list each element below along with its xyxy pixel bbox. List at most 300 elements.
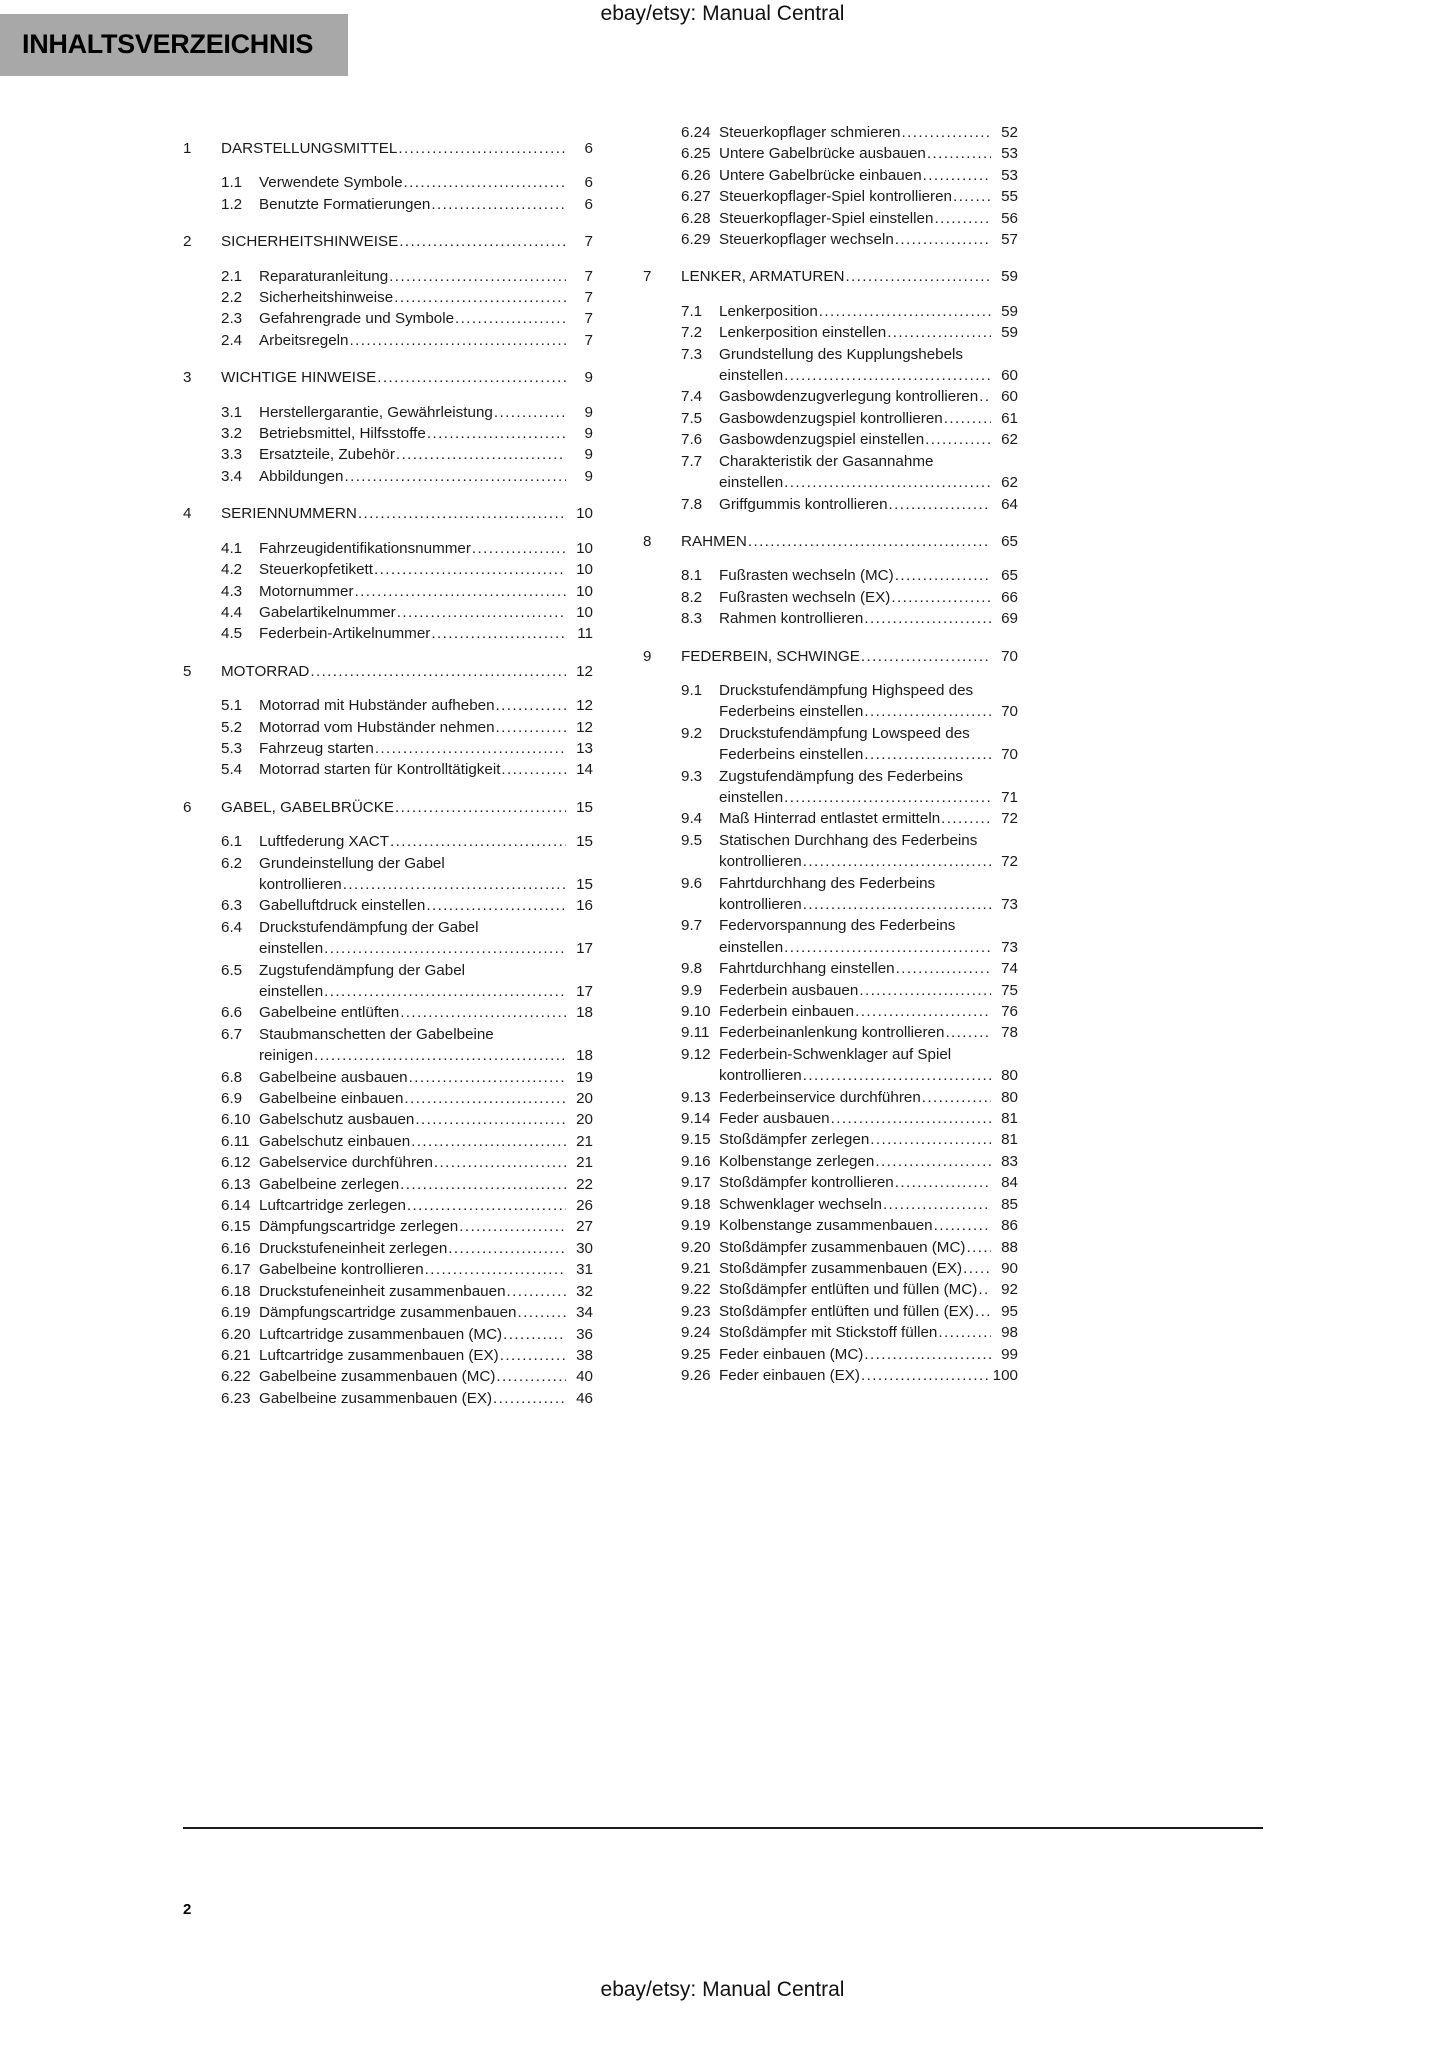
toc-entry-section[interactable]: [183, 194, 593, 215]
toc-entry-section[interactable]: [643, 344, 1018, 387]
toc-entry-number: 9.13: [681, 1088, 711, 1106]
toc-entry-label-wrap: [719, 1365, 1018, 1386]
toc-entry-label-wrap: [719, 587, 1018, 608]
toc-entry-label: Stoßdämpfer zerlegen: [719, 1131, 870, 1149]
toc-entry-section[interactable]: [643, 723, 1018, 766]
toc-entry-label: Zugstufendämpfung der Gabel: [259, 961, 466, 979]
toc-entry-section[interactable]: [643, 1022, 1018, 1043]
toc-entry-section[interactable]: [183, 1195, 593, 1216]
toc-entry-section[interactable]: [183, 895, 593, 916]
toc-entry-label-wrap: [719, 408, 1018, 429]
toc-entry-section[interactable]: [643, 1258, 1018, 1279]
toc-entry-section[interactable]: [643, 451, 1018, 494]
toc-entry-label: Luftcartridge zerlegen: [259, 1197, 406, 1215]
toc-entry-label-wrap: [259, 559, 593, 580]
toc-entry-section[interactable]: [183, 853, 593, 896]
toc-leader-dots: [875, 1151, 991, 1172]
toc-entry-label-wrap: [259, 266, 593, 287]
toc-entry-label-wrap: [719, 165, 1018, 186]
toc-entry-label-wrap: [719, 429, 1018, 450]
toc-leader-dots: [803, 1065, 991, 1086]
toc-leader-dots: [377, 367, 566, 388]
toc-entry-label: SICHERHEITSHINWEISE: [221, 233, 399, 251]
toc-entry-label-wrap: [221, 797, 593, 818]
toc-entry-label: Untere Gabelbrücke ausbauen: [719, 145, 926, 163]
toc-entry-chapter[interactable]: [183, 503, 593, 524]
toc-entry-page: 7: [584, 233, 593, 251]
toc-leader-dots: [389, 266, 566, 287]
toc-entry-page: 10: [576, 505, 593, 523]
toc-leader-dots: [870, 1129, 991, 1150]
toc-entry-label-wrap: [719, 1172, 1018, 1193]
toc-entry-section[interactable]: [643, 1215, 1018, 1236]
toc-entry-section[interactable]: [183, 1152, 593, 1173]
toc-entry-number: 9.21: [681, 1259, 711, 1277]
toc-entry-section[interactable]: [183, 1002, 593, 1023]
toc-entry-page: 15: [576, 798, 593, 816]
toc-entry-section[interactable]: [183, 402, 593, 423]
toc-entry-section[interactable]: [643, 1365, 1018, 1386]
toc-entry-section[interactable]: [643, 915, 1018, 958]
toc-entry-page: 71: [1001, 788, 1018, 806]
toc-entry-section[interactable]: [643, 1129, 1018, 1150]
toc-entry-page: 100: [992, 1366, 1018, 1384]
toc-entry-number: 3.2: [221, 425, 243, 443]
toc-entry-page: 62: [1001, 431, 1018, 449]
toc-entry-section[interactable]: [183, 1324, 593, 1345]
toc-leader-dots: [397, 602, 566, 623]
toc-entry-label-continued: einstellen: [719, 367, 784, 385]
toc-entry-number: 3: [183, 369, 192, 387]
toc-leader-dots: [864, 701, 991, 722]
toc-entry-number: 7.6: [681, 431, 703, 449]
toc-leader-dots: [455, 308, 566, 329]
toc-entry-section[interactable]: [643, 1322, 1018, 1343]
toc-entry-number: 4.5: [221, 625, 243, 643]
toc-entry-label: Rahmen kontrollieren: [719, 610, 864, 628]
toc-entry-section[interactable]: [183, 917, 593, 960]
toc-leader-dots: [784, 787, 991, 808]
toc-entry-number: 6.1: [221, 833, 243, 851]
toc-entry-number: 2.4: [221, 331, 243, 349]
toc-entry-label-wrap: [221, 231, 593, 252]
toc-entry-label: Herstellergarantie, Gewährleistung: [259, 403, 493, 421]
footer-divider: [183, 1827, 1263, 1829]
toc-entry-section[interactable]: [643, 208, 1018, 229]
toc-entry-label: Druckstufeneinheit zerlegen: [259, 1239, 448, 1257]
toc-entry-label: Lenkerposition: [719, 302, 818, 320]
toc-entry-section[interactable]: [183, 623, 593, 644]
toc-entry-label: Gabelschutz einbauen: [259, 1132, 411, 1150]
toc-entry-number: 6.26: [681, 166, 711, 184]
toc-entry-section[interactable]: [643, 186, 1018, 207]
toc-entry-number: 9.10: [681, 1003, 711, 1021]
toc-entry-label-wrap: [259, 1131, 593, 1152]
toc-entry-page: 27: [576, 1218, 593, 1236]
toc-entry-section[interactable]: [643, 808, 1018, 829]
page-title: INHALTSVERZEICHNIS: [22, 29, 314, 59]
toc-entry-section[interactable]: [183, 1302, 593, 1323]
toc-entry-chapter[interactable]: [183, 661, 593, 682]
toc-entry-chapter[interactable]: [643, 531, 1018, 552]
toc-entry-section[interactable]: [643, 143, 1018, 164]
toc-entry-chapter[interactable]: [183, 231, 593, 252]
toc-entry-label-wrap: [719, 122, 1018, 143]
toc-entry-number: 6.17: [221, 1261, 251, 1279]
toc-entry-number: 6.29: [681, 231, 711, 249]
toc-entry-section[interactable]: [643, 1151, 1018, 1172]
toc-entry-page: 70: [1001, 746, 1018, 764]
toc-entry-label-wrap: [259, 194, 593, 215]
toc-leader-dots: [922, 1087, 991, 1108]
toc-entry-chapter[interactable]: [183, 138, 593, 159]
toc-column-right: [643, 122, 1018, 1386]
toc-leader-dots: [925, 429, 991, 450]
toc-entry-label: Dämpfungscartridge zerlegen: [259, 1218, 459, 1236]
toc-entry-label-wrap: [259, 1067, 593, 1088]
toc-entry-section[interactable]: [183, 330, 593, 351]
toc-entry-label-wrap: [259, 895, 593, 916]
toc-entry-section[interactable]: [643, 386, 1018, 407]
toc-leader-dots: [314, 1045, 566, 1066]
toc-leader-dots: [400, 1174, 566, 1195]
toc-entry-chapter[interactable]: [643, 646, 1018, 667]
toc-entry-number: 6.15: [221, 1218, 251, 1236]
toc-leader-dots: [941, 808, 991, 829]
toc-entry-label: Grundeinstellung der Gabel: [259, 854, 445, 872]
toc-entry-label-wrap: [259, 287, 593, 308]
toc-entry-page: 70: [1001, 703, 1018, 721]
toc-leader-dots: [310, 661, 566, 682]
toc-leader-dots: [411, 1131, 566, 1152]
toc-entry-number: 6.22: [221, 1368, 251, 1386]
toc-leader-dots: [927, 143, 991, 164]
toc-entry-label-wrap: [259, 695, 593, 716]
toc-leader-dots: [375, 738, 566, 759]
toc-leader-dots: [895, 1172, 991, 1193]
toc-entry-section[interactable]: [643, 1301, 1018, 1322]
toc-entry-section[interactable]: [183, 1067, 593, 1088]
toc-entry-section[interactable]: [183, 1345, 593, 1366]
toc-entry-section[interactable]: [183, 738, 593, 759]
toc-entry-page: 7: [584, 267, 593, 285]
toc-entry-label-wrap: [719, 322, 1018, 343]
toc-entry-label-wrap: [719, 143, 1018, 164]
toc-entry-page: 6: [584, 195, 593, 213]
toc-entry-section[interactable]: [183, 1131, 593, 1152]
toc-entry-page: 70: [1001, 647, 1018, 665]
toc-entry-section[interactable]: [643, 1108, 1018, 1129]
toc-entry-section[interactable]: [643, 958, 1018, 979]
toc-entry-label-wrap: [259, 172, 593, 193]
toc-entry-section[interactable]: [643, 1172, 1018, 1193]
toc-leader-dots: [507, 1281, 566, 1302]
toc-entry-section[interactable]: [183, 172, 593, 193]
toc-entry-number: 6.24: [681, 124, 711, 141]
toc-entry-section[interactable]: [643, 830, 1018, 873]
toc-entry-label: Federbein einbauen: [719, 1003, 855, 1021]
toc-leader-dots: [861, 646, 991, 667]
toc-entry-label-wrap: [719, 980, 1018, 1001]
toc-entry-section[interactable]: [183, 759, 593, 780]
toc-entry-section[interactable]: [183, 423, 593, 444]
toc-leader-dots: [398, 138, 566, 159]
toc-entry-page: 10: [576, 582, 593, 600]
toc-entry-page: 53: [1001, 145, 1018, 163]
toc-entry-section[interactable]: [643, 680, 1018, 723]
toc-entry-page: 81: [1001, 1131, 1018, 1149]
toc-entry-section[interactable]: [183, 1174, 593, 1195]
toc-entry-page: 7: [584, 289, 593, 307]
toc-column-left: [183, 122, 593, 1409]
toc-entry-label-continued: einstellen: [259, 983, 324, 1000]
toc-entry-label: Motorrad mit Hubständer aufheben: [259, 697, 495, 715]
toc-leader-dots: [859, 980, 991, 1001]
toc-entry-section[interactable]: [643, 1279, 1018, 1300]
toc-entry-label-continued: einstellen: [719, 788, 784, 806]
toc-leader-dots: [324, 981, 566, 1002]
toc-entry-label: Luftcartridge zusammenbauen (MC): [259, 1325, 503, 1343]
toc-entry-page: 80: [1001, 1088, 1018, 1106]
toc-leader-dots: [448, 1238, 566, 1259]
toc-entry-page: 40: [576, 1368, 593, 1386]
toc-entry-number: 9.7: [681, 917, 703, 935]
toc-entry-section[interactable]: [643, 494, 1018, 515]
toc-leader-dots: [895, 565, 991, 586]
toc-entry-label-wrap: [259, 423, 593, 444]
toc-entry-number: 1: [183, 140, 192, 157]
toc-entry-page: 10: [576, 603, 593, 621]
toc-entry-section[interactable]: [643, 408, 1018, 429]
toc-entry-section[interactable]: [183, 831, 593, 852]
toc-entry-label-wrap: [719, 873, 1018, 916]
toc-entry-section[interactable]: [643, 1044, 1018, 1087]
toc-entry-label: Druckstufendämpfung der Gabel: [259, 918, 479, 936]
toc-leader-dots: [944, 408, 991, 429]
toc-entry-section[interactable]: [183, 287, 593, 308]
toc-entry-page: 7: [584, 331, 593, 349]
toc-entry-number: 7.8: [681, 495, 703, 513]
toc-entry-section[interactable]: [183, 1259, 593, 1280]
toc-entry-label-wrap: [719, 723, 1018, 766]
toc-entry-section[interactable]: [183, 559, 593, 580]
toc-entry-section[interactable]: [183, 695, 593, 716]
toc-entry-page: 83: [1001, 1152, 1018, 1170]
toc-entry-page: 78: [1001, 1024, 1018, 1042]
toc-entry-page: 21: [576, 1154, 593, 1172]
toc-leader-dots: [324, 938, 566, 959]
toc-entry-label: Steuerkopfetikett: [259, 561, 373, 579]
toc-leader-dots: [966, 1237, 991, 1258]
toc-entry-label-wrap: [221, 138, 593, 159]
toc-entry-number: 6.6: [221, 1004, 243, 1022]
toc-entry-label-wrap: [719, 186, 1018, 207]
toc-entry-page: 62: [1001, 474, 1018, 492]
toc-entry-number: 9.22: [681, 1281, 711, 1299]
toc-entry-section[interactable]: [183, 1024, 593, 1067]
toc-entry-label-wrap: [259, 602, 593, 623]
toc-entry-label: Abbildungen: [259, 467, 344, 485]
toc-leader-dots: [496, 717, 566, 738]
toc-entry-page: 59: [1001, 268, 1018, 286]
toc-entry-page: 6: [584, 174, 593, 192]
toc-entry-section[interactable]: [643, 980, 1018, 1001]
toc-leader-dots: [434, 1152, 566, 1173]
toc-entry-label: Gabelbeine zusammenbauen (MC): [259, 1368, 496, 1386]
toc-leader-dots: [845, 266, 991, 287]
toc-entry-label-wrap: [259, 1281, 593, 1302]
toc-entry-label: Federbein ausbauen: [719, 981, 859, 999]
toc-entry-number: 6.9: [221, 1090, 243, 1108]
toc-entry-page: 6: [584, 140, 593, 157]
toc-entry-label: Kolbenstange zusammenbauen: [719, 1217, 933, 1235]
toc-entry-page: 20: [576, 1111, 593, 1129]
toc-entry-section[interactable]: [183, 717, 593, 738]
toc-entry-label-wrap: [719, 1301, 1018, 1322]
toc-leader-dots: [517, 1302, 566, 1323]
toc-entry-section[interactable]: [643, 766, 1018, 809]
toc-entry-section[interactable]: [643, 301, 1018, 322]
toc-entry-label: Steuerkopflager schmieren: [719, 124, 901, 141]
toc-entry-label: Fußrasten wechseln (MC): [719, 567, 894, 585]
toc-leader-dots: [938, 1322, 991, 1343]
toc-entry-section[interactable]: [183, 1388, 593, 1409]
toc-entry-section[interactable]: [643, 608, 1018, 629]
toc-entry-page: 73: [1001, 938, 1018, 956]
toc-entry-label: Luftcartridge zusammenbauen (EX): [259, 1346, 499, 1364]
toc-entry-label-wrap: [259, 1152, 593, 1173]
toc-entry-label: Benutzte Formatierungen: [259, 195, 431, 213]
toc-entry-section[interactable]: [643, 429, 1018, 450]
toc-entry-label-wrap: [221, 661, 593, 682]
toc-entry-number: 7.3: [681, 345, 703, 363]
toc-entry-label-wrap: [259, 1174, 593, 1195]
toc-entry-label: Druckstufendämpfung Highspeed des: [719, 681, 974, 699]
toc-entry-label: Steuerkopflager-Spiel einstellen: [719, 209, 934, 227]
toc-entry-section[interactable]: [643, 1237, 1018, 1258]
toc-entry-number: 3.1: [221, 403, 243, 421]
toc-entry-section[interactable]: [183, 1109, 593, 1130]
toc-entry-section[interactable]: [643, 1087, 1018, 1108]
toc-entry-label: Sicherheitshinweise: [259, 289, 394, 307]
toc-entry-label: Gabelartikelnummer: [259, 603, 396, 621]
toc-entry-number: 3.4: [221, 467, 243, 485]
toc-entry-page: 59: [1001, 324, 1018, 342]
toc-leader-dots: [404, 1088, 566, 1109]
toc-entry-chapter[interactable]: [183, 367, 593, 388]
toc-entry-section[interactable]: [643, 873, 1018, 916]
toc-entry-page: 12: [576, 697, 593, 715]
toc-entry-label-wrap: [719, 1344, 1018, 1365]
toc-entry-number: 9.4: [681, 810, 703, 828]
toc-entry-number: 9.3: [681, 767, 703, 785]
toc-entry-page: 84: [1001, 1174, 1018, 1192]
toc-entry-label-wrap: [259, 623, 593, 644]
toc-entry-section[interactable]: [643, 229, 1018, 250]
toc-entry-section[interactable]: [643, 587, 1018, 608]
toc-entry-number: 5: [183, 662, 192, 680]
toc-entry-section[interactable]: [183, 1088, 593, 1109]
toc-entry-label-wrap: [259, 1109, 593, 1130]
toc-leader-dots: [496, 1366, 566, 1387]
toc-leader-dots: [864, 1344, 991, 1365]
toc-entry-label: MOTORRAD: [221, 662, 310, 680]
toc-entry-page: 56: [1001, 209, 1018, 227]
toc-entry-label: Dämpfungscartridge zusammenbauen: [259, 1304, 517, 1322]
toc-entry-page: 20: [576, 1090, 593, 1108]
toc-entry-section[interactable]: [183, 466, 593, 487]
toc-entry-section[interactable]: [183, 1238, 593, 1259]
toc-entry-section[interactable]: [183, 538, 593, 559]
toc-entry-number: 9.6: [681, 874, 703, 892]
toc-entry-section[interactable]: [643, 322, 1018, 343]
toc-leader-dots: [415, 1109, 566, 1130]
toc-entry-label: Stoßdämpfer mit Stickstoff füllen: [719, 1324, 938, 1342]
toc-entry-page: 9: [584, 403, 593, 421]
toc-entry-section[interactable]: [643, 122, 1018, 143]
toc-entry-number: 2: [183, 233, 192, 251]
toc-entry-label: GABEL, GABELBRÜCKE: [221, 798, 395, 816]
toc-entry-page: 75: [1001, 981, 1018, 999]
toc-entry-number: 7.2: [681, 324, 703, 342]
toc-entry-page: 17: [576, 940, 593, 958]
toc-entry-page: 36: [576, 1325, 593, 1343]
toc-entry-number: 6.10: [221, 1111, 251, 1129]
toc-entry-section[interactable]: [183, 444, 593, 465]
toc-entry-label: Gabelservice durchführen: [259, 1154, 433, 1172]
toc-entry-section[interactable]: [183, 960, 593, 1003]
toc-entry-section[interactable]: [183, 581, 593, 602]
toc-entry-number: 6.27: [681, 188, 711, 206]
toc-entry-page: 72: [1001, 853, 1018, 871]
toc-entry-section[interactable]: [643, 565, 1018, 586]
toc-entry-number: 6: [183, 798, 192, 816]
toc-entry-page: 18: [576, 1047, 593, 1065]
toc-entry-label-wrap: [259, 466, 593, 487]
toc-entry-section[interactable]: [183, 1366, 593, 1387]
toc-entry-section[interactable]: [183, 1281, 593, 1302]
toc-entry-page: 95: [1001, 1302, 1018, 1320]
toc-entry-page: 31: [576, 1261, 593, 1279]
toc-entry-chapter[interactable]: [183, 797, 593, 818]
toc-entry-section[interactable]: [183, 1216, 593, 1237]
toc-entry-number: 9.16: [681, 1152, 711, 1170]
toc-entry-label-wrap: [259, 1024, 593, 1067]
toc-entry-page: 66: [1001, 588, 1018, 606]
toc-entry-label: Zugstufendämpfung des Federbeins: [719, 767, 964, 785]
toc-entry-page: 69: [1001, 610, 1018, 628]
toc-entry-label: Motornummer: [259, 582, 354, 600]
toc-entry-label-wrap: [719, 680, 1018, 723]
toc-entry-section[interactable]: [183, 602, 593, 623]
toc-entry-label: Gefahrengrade und Symbole: [259, 310, 455, 328]
toc-entry-section[interactable]: [643, 1001, 1018, 1022]
toc-entry-label: Motorrad vom Hubständer nehmen: [259, 718, 495, 736]
toc-entry-section[interactable]: [643, 165, 1018, 186]
toc-entry-label: Federbein-Schwenklager auf Spiel: [719, 1045, 952, 1063]
toc-entry-section[interactable]: [183, 266, 593, 287]
toc-entry-section[interactable]: [643, 1344, 1018, 1365]
toc-entry-label: Druckstufendämpfung Lowspeed des: [719, 724, 970, 742]
toc-entry-number: 6.23: [221, 1389, 251, 1407]
toc-entry-number: 6.3: [221, 897, 243, 915]
toc-entry-section[interactable]: [643, 1194, 1018, 1215]
toc-entry-number: 5.1: [221, 697, 243, 715]
toc-entry-section[interactable]: [183, 308, 593, 329]
toc-leader-dots: [427, 423, 566, 444]
toc-entry-chapter[interactable]: [643, 266, 1018, 287]
toc-entry-label-wrap: [221, 503, 593, 524]
